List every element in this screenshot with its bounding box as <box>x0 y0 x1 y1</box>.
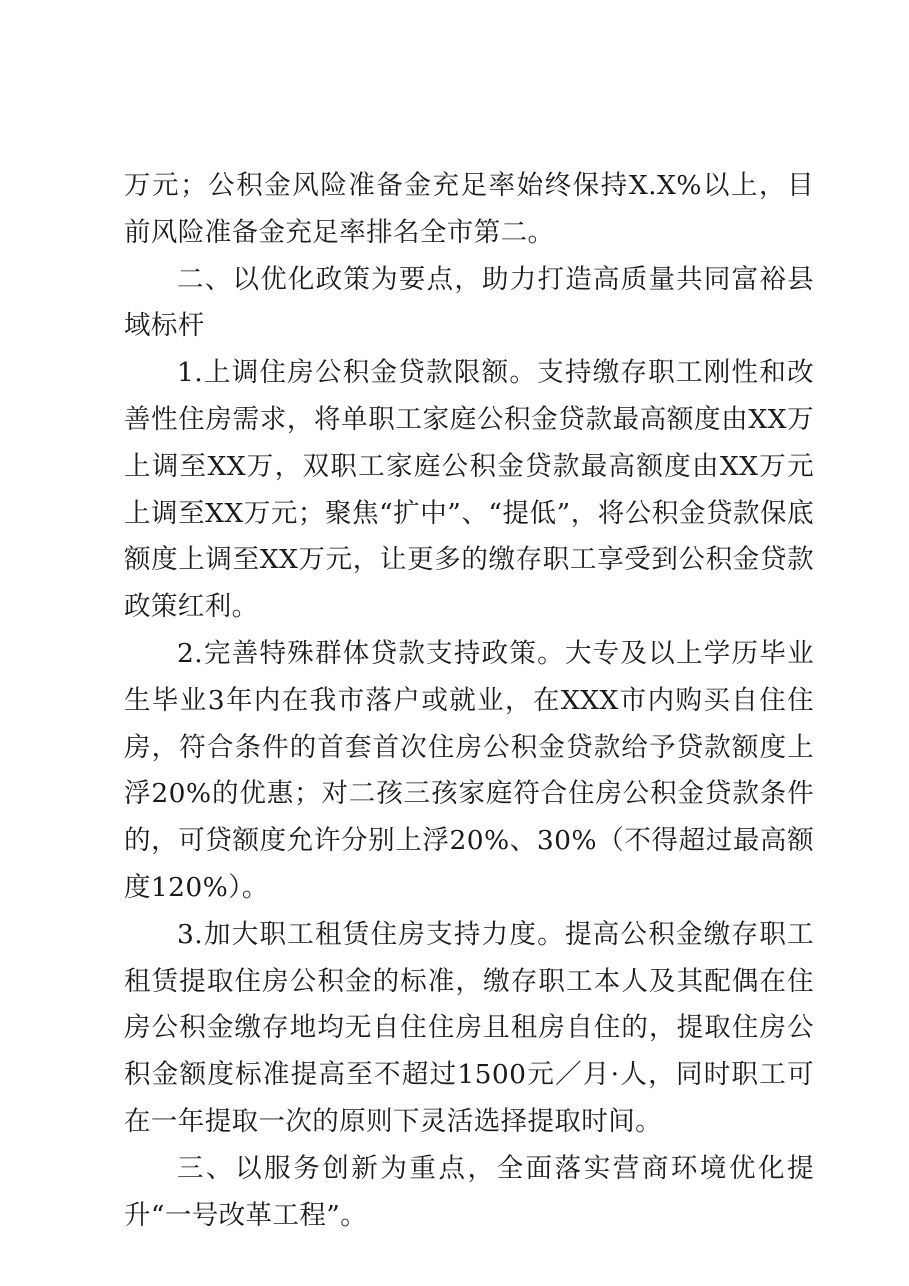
paragraph-special-groups: 2.完善特殊群体贷款支持政策。大专及以上学历毕业生毕业3年内在我市落户或就业，在XXX市内购买自住住房，符合条件的首套首次住房公积金贷款给予贷款额度上浮20%的优惠；对二孩三孩家庭符合住房公积金贷款条件的，可贷额度允许分别上浮20%、30%（不得超过最高额度120%）。 <box>124 637 814 903</box>
document-body <box>124 163 814 1239</box>
paragraph-risk-reserve: 万元；公积金风险准备金充足率始终保持X.X%以上，目前风险准备金充足率排名全市第二。 <box>124 170 814 248</box>
paragraph-loan-limit: 1.上调住房公积金贷款限额。支持缴存职工刚性和改善性住房需求，将单职工家庭公积金贷款最高额度由XX万上调至XX万，双职工家庭公积金贷款最高额度由XX万元上调至XX万元；聚焦“扩中”、“提低”，将公积金贷款保底额度上调至XX万元，让更多的缴存职工享受到公积金贷款政策红利。 <box>124 357 814 623</box>
section-heading-policy: 二、以优化政策为要点，助力打造高质量共同富裕县域标杆 <box>124 263 814 342</box>
section-heading-service: 三、以服务创新为重点，全面落实营商环境优化提升“一号改革工程”。 <box>124 1152 814 1231</box>
paragraph-rental-support: 3.加大职工租赁住房支持力度。提高公积金缴存职工租赁提取住房公积金的标准，缴存职工本人及其配偶在住房公积金缴存地均无自住住房且租房自住的，提取住房公积金额度标准提高至不超过1500元／月·人，同时职工可在一年提取一次的原则下灵活选择提取时间。 <box>124 918 814 1137</box>
